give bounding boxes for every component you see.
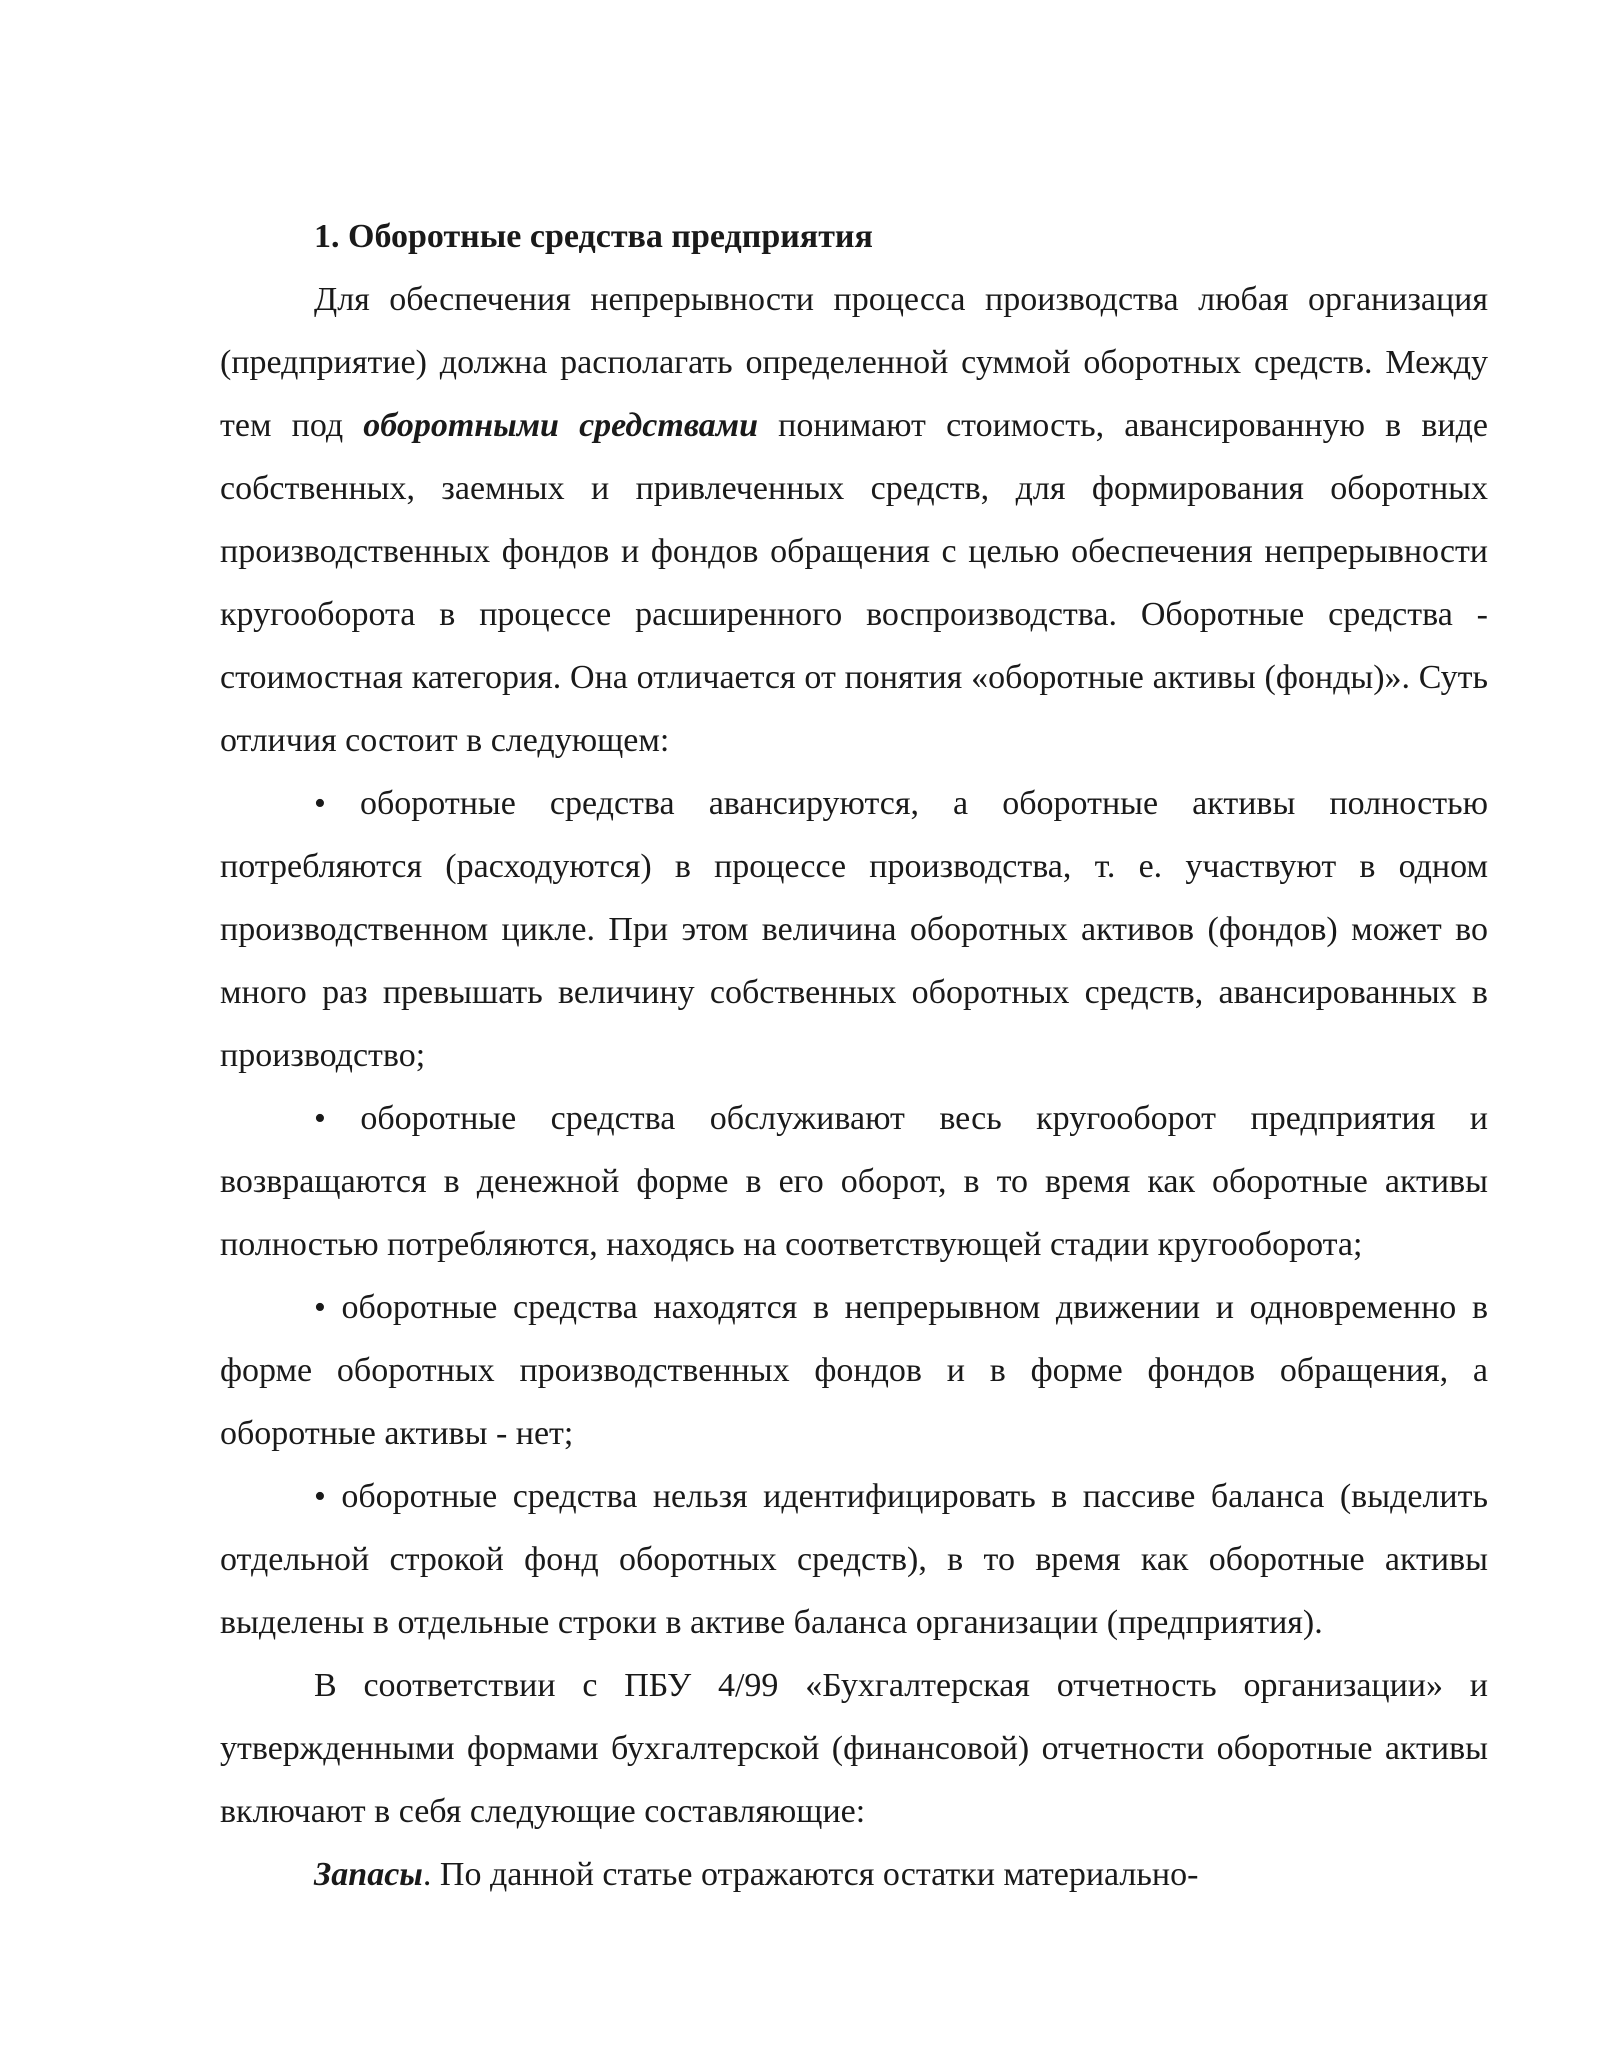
document-page bbox=[220, 205, 1488, 1906]
section-heading: 1. Оборотные средства предприятия bbox=[314, 218, 873, 255]
intro-paragraph bbox=[220, 268, 1488, 772]
term-inventory: Запасы bbox=[314, 1856, 423, 1893]
bullet-item-1: • оборотные средства авансируются, а оборотные активы полностью потребляются (расходуются) в процессе производства, т. е. участвуют в одном производственном цикле. При этом величина оборотных активов (фондов) может во много раз превышать величину собственных оборотных средств, авансированных в производство; bbox=[220, 785, 1488, 1074]
intro-text-before: Для обеспечения непрерывности процесса производства любая организация (предприятие) должна располагать определенной суммой оборотных средств. Между тем под bbox=[220, 281, 1488, 444]
intro-text-after: понимают стоимость, авансированную в виде собственных, заемных и привлеченных средств, для формирования оборотных производственных фондов и фондов обращения с целью обеспечения непрерывности кругооборота в процессе расширенного воспроизводства. Оборотные средства - стоимостная категория. Она отличается от понятия «оборотные активы (фонды)». Суть отличия состоит в следующем: bbox=[220, 407, 1488, 759]
bullet-item-3: • оборотные средства находятся в непрерывном движении и одновременно в форме оборотных производственных фондов и в форме фондов обращения, а оборотные активы - нет; bbox=[220, 1289, 1488, 1452]
term-working-capital: оборотными средствами bbox=[363, 407, 758, 444]
inventory-paragraph bbox=[220, 1843, 1488, 1906]
pbu-paragraph: В соответствии с ПБУ 4/99 «Бухгалтерская отчетность организации» и утвержденными формами бухгалтерской (финансовой) отчетности оборотные активы включают в себя следующие составляющие: bbox=[220, 1667, 1488, 1830]
inventory-text: . По данной статье отражаются остатки материально- bbox=[422, 1856, 1199, 1893]
bullet-item-4: • оборотные средства нельзя идентифицировать в пассиве баланса (выделить отдельной строкой фонд оборотных средств), в то время как оборотные активы выделены в отдельные строки в активе баланса организации (предприятия). bbox=[220, 1478, 1488, 1641]
bullet-item-2: • оборотные средства обслуживают весь кругооборот предприятия и возвращаются в денежной форме в его оборот, в то время как оборотные активы полностью потребляются, находясь на соответствующей стадии кругооборота; bbox=[220, 1100, 1488, 1263]
